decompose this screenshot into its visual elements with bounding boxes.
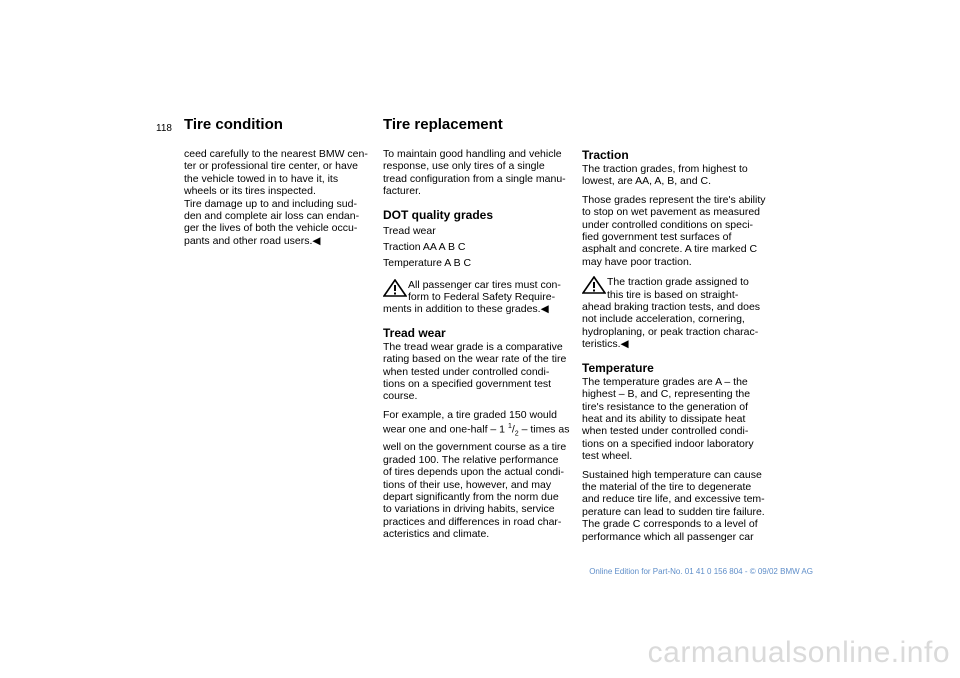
text-line: den and complete air loss can endan- [184,210,360,223]
tread-wear-paragraph-1: The tread wear grade is a comparative rating based on the wear rate of the tire when tested under controlled condi- tions on a specified government test course. [383,340,567,403]
traction-heading: Traction [582,148,629,162]
traction-paragraph-1: The traction grades, from highest to lowest, are AA, A, B, and C. [582,163,748,188]
tread-wear-heading: Tread wear [383,325,446,340]
text-line: the vehicle towed in to have it, its [184,172,339,185]
temperature-paragraph-1: The temperature grades are A – the highest – B, and C, representing the tire's resistance to the generation of heat and its ability to dissipate heat when tested under controlled condi- tions on a specified indoor laboratory test wheel. [582,375,754,463]
text-line: ceed carefully to the nearest BMW cen- [184,148,368,160]
edition-footer: Online Edition for Part-No. 01 41 0 156 804 - © 09/02 BMW AG [589,567,813,576]
warning-note-2: The traction grade assigned to this tire is based on straight- ahead braking traction tests, and does not include acceleration, cornering, hydroplaning, or peak traction charac- teristics.◀ [582,276,761,351]
text-line: Tire damage up to and including sud- [184,197,357,210]
temperature-heading: Temperature [582,360,654,375]
dot-grades-list: Tread wear Traction AA A B C Temperature A B C [383,224,472,269]
site-watermark: carmanualsonline.info [647,636,950,669]
page-number: 118 [156,123,172,134]
column-2 [383,148,575,547]
traction-paragraph-2: Those grades represent the tire's ability to stop on wet pavement as measured under controlled conditions on speci- fied government test surfaces of asphalt and concrete. A tire marked C may have poor traction. [582,193,766,268]
column-1 [184,148,374,247]
text-line: ger the lives of both the vehicle occu- [184,222,358,235]
column-3 [582,138,777,549]
section-title-right: Tire replacement [383,116,503,133]
warning-triangle-icon [582,276,606,294]
temperature-paragraph-2: Sustained high temperature can cause the material of the tire to degenerate and reduce tire life, and excessive tem- perature can lead to sudden tire failure. The grade C corresponds to a level of performance which all passenger car [582,468,765,543]
tread-wear-paragraph-2: For example, a tire graded 150 would wear one and one-half – 1 $^1/_2$ – times as well on the government course as a tire graded 100. The relative performance of tires depends upon the actual condi- tions of their use, however, and may depart significantly from the norm due to variations in driving habits, service practices and differences in road char- acteristics and climate. [383,408,570,541]
warning-note-1: All passenger car tires must con- form to Federal Safety Require- ments in addition to these grades.◀ [383,278,561,316]
dot-grades-heading: DOT quality grades [383,207,494,222]
text-line: ter or professional tire center, or have [184,160,358,173]
warning-triangle-icon [383,279,407,297]
text-line: pants and other road users.◀ [184,234,321,247]
text-line: wheels or its tires inspected. [184,185,316,198]
intro-paragraph: To maintain good handling and vehicle response, use only tires of a single tread configuration from a single manu- facturer. [383,148,566,198]
section-title-left: Tire condition [184,116,283,133]
